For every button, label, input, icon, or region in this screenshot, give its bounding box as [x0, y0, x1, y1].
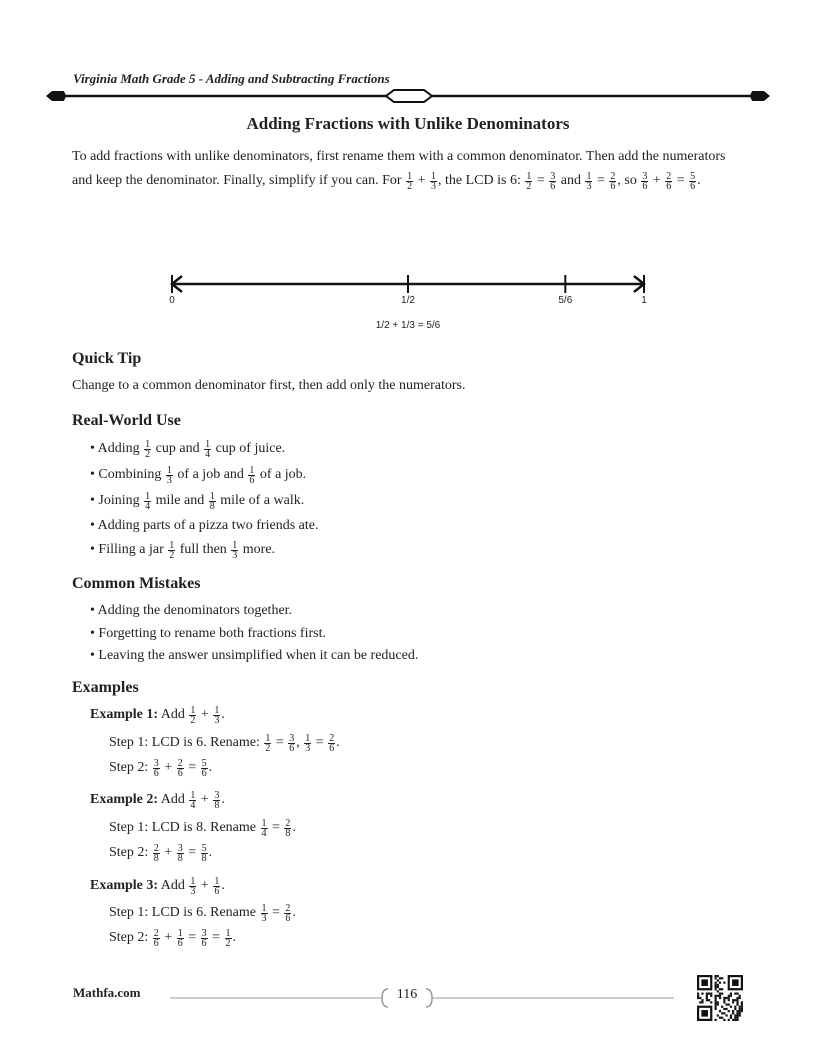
common-mistakes-heading: Common Mistakes — [72, 575, 201, 592]
list-item: • Filling a jar $\frac{1}{2}$ full then $\frac{1}{3}$ more. — [90, 541, 275, 560]
number-line-tick-label: 5/6 — [558, 295, 573, 306]
example-2: Example 2: Add $\frac{1}{4}$ + $\frac{3}{8}$ . — [90, 790, 225, 811]
list-item: • Adding parts of a pizza two friends ate. — [90, 518, 318, 534]
right-end-ornament — [750, 91, 770, 101]
fraction: $\frac{5}{6}$ — [690, 171, 696, 192]
example-3: Example 3: Add $\frac{1}{3}$ + $\frac{1}{6}$ . — [90, 876, 225, 897]
center-ornament — [386, 90, 432, 102]
fraction: $\frac{2}{6}$ — [666, 171, 672, 192]
header-rule — [44, 86, 772, 106]
page-number: 116 — [396, 987, 418, 1002]
number-line-caption: 1/2 + 1/3 = 5/6 — [375, 320, 441, 331]
fraction: $\frac{1}{3}$ — [431, 171, 436, 192]
example-label: Example 2: — [90, 792, 159, 807]
fraction: $\frac{3}{6}$ — [642, 171, 648, 192]
number-line-tick-label: 0 — [169, 295, 175, 306]
fraction: $\frac{3}{6}$ — [550, 171, 556, 192]
list-item: • Combining $\frac{1}{3}$ of a job and $\frac{1}{6}$ of a job. — [90, 466, 306, 485]
footer-site-link[interactable]: Mathfa.com — [73, 985, 141, 1000]
intro-text: To add fractions with unlike denominators, first rename them with a common denominator. Then add the — [72, 149, 660, 164]
left-end-ornament — [46, 91, 66, 101]
intro-paragraph: To add fractions with unlike denominators, first rename them with a common denominator. Then add the numerators and keep the denominator. Finally, simplify if you can. For $\frac{1}{2}$ + $\frac{1}{3}$ , the LCD is 6: $\frac{1}{2}$ = $\frac{3}{6}$ and $\frac{1}{3}$ = $\frac{2}{6}$ , so $\frac{3}{6}$ + $\frac{2}{6}$ = $\frac{5}{6}$ . — [72, 149, 726, 192]
page-title: Adding Fractions with Unlike Denominators — [246, 114, 570, 133]
fraction: $\frac{2}{6}$ — [610, 171, 616, 192]
quick-tip-heading: Quick Tip — [72, 350, 142, 367]
example-1-step-1: Step 1: LCD is 6. Rename: $\frac{1}{2}$ = $\frac{3}{6}$ , $\frac{1}{3}$ = $\frac{2}{6}$ . — [109, 733, 340, 754]
list-item: • Forgetting to rename both fractions first. — [90, 626, 326, 642]
fraction: $\frac{1}{2}$ — [407, 171, 413, 192]
list-item: • Adding the denominators together. — [90, 603, 292, 619]
list-item: • Leaving the answer unsimplified when it can be reduced. — [90, 648, 418, 664]
example-label: Example 1: — [90, 707, 159, 722]
example-1-step-2: Step 2: $\frac{3}{6}$ + $\frac{2}{6}$ = $\frac{5}{6}$ . — [109, 758, 213, 779]
fraction: $\frac{1}{2}$ — [526, 171, 532, 192]
qr-code-icon[interactable] — [697, 975, 743, 1021]
examples-heading: Examples — [72, 679, 139, 696]
intro-text: , so — [617, 173, 637, 188]
list-item: • Adding $\frac{1}{2}$ cup and $\frac{1}{4}$ cup of juice. — [90, 440, 285, 459]
intro-text: numerators and keep the denominator. Finally, simplify if you can. For — [72, 149, 726, 188]
number-line-tick-label: 1/2 — [401, 295, 415, 306]
number-line-tick-label: 1 — [641, 295, 647, 306]
fraction: $\frac{1}{3}$ — [586, 171, 592, 192]
intro-text: and — [560, 173, 581, 188]
list-item: • Joining $\frac{1}{4}$ mile and $\frac{1}{8}$ mile of a walk. — [90, 492, 304, 511]
header-title: Virginia Math Grade 5 - Adding and Subtracting Fractions — [73, 71, 390, 86]
real-world-heading: Real-World Use — [72, 412, 181, 429]
quick-tip-text: Change to a common denominator first, then add only the numerators. — [72, 378, 466, 393]
example-2-step-2: Step 2: $\frac{2}{8}$ + $\frac{3}{8}$ = $\frac{5}{8}$ . — [109, 843, 213, 864]
intro-text: , the LCD is 6: — [438, 173, 521, 188]
example-2-step-1: Step 1: LCD is 8. Rename $\frac{1}{4}$ = $\frac{2}{8}$ . — [109, 818, 296, 839]
example-1: Example 1: Add $\frac{1}{2}$ + $\frac{1}{3}$ . — [90, 705, 225, 726]
example-3-step-2: Step 2: $\frac{2}{6}$ + $\frac{1}{6}$ = $\frac{3}{6}$ = $\frac{1}{2}$ . — [109, 928, 236, 949]
example-label: Example 3: — [90, 878, 159, 893]
example-3-step-1: Step 1: LCD is 6. Rename $\frac{1}{3}$ = $\frac{2}{6}$ . — [109, 903, 296, 924]
